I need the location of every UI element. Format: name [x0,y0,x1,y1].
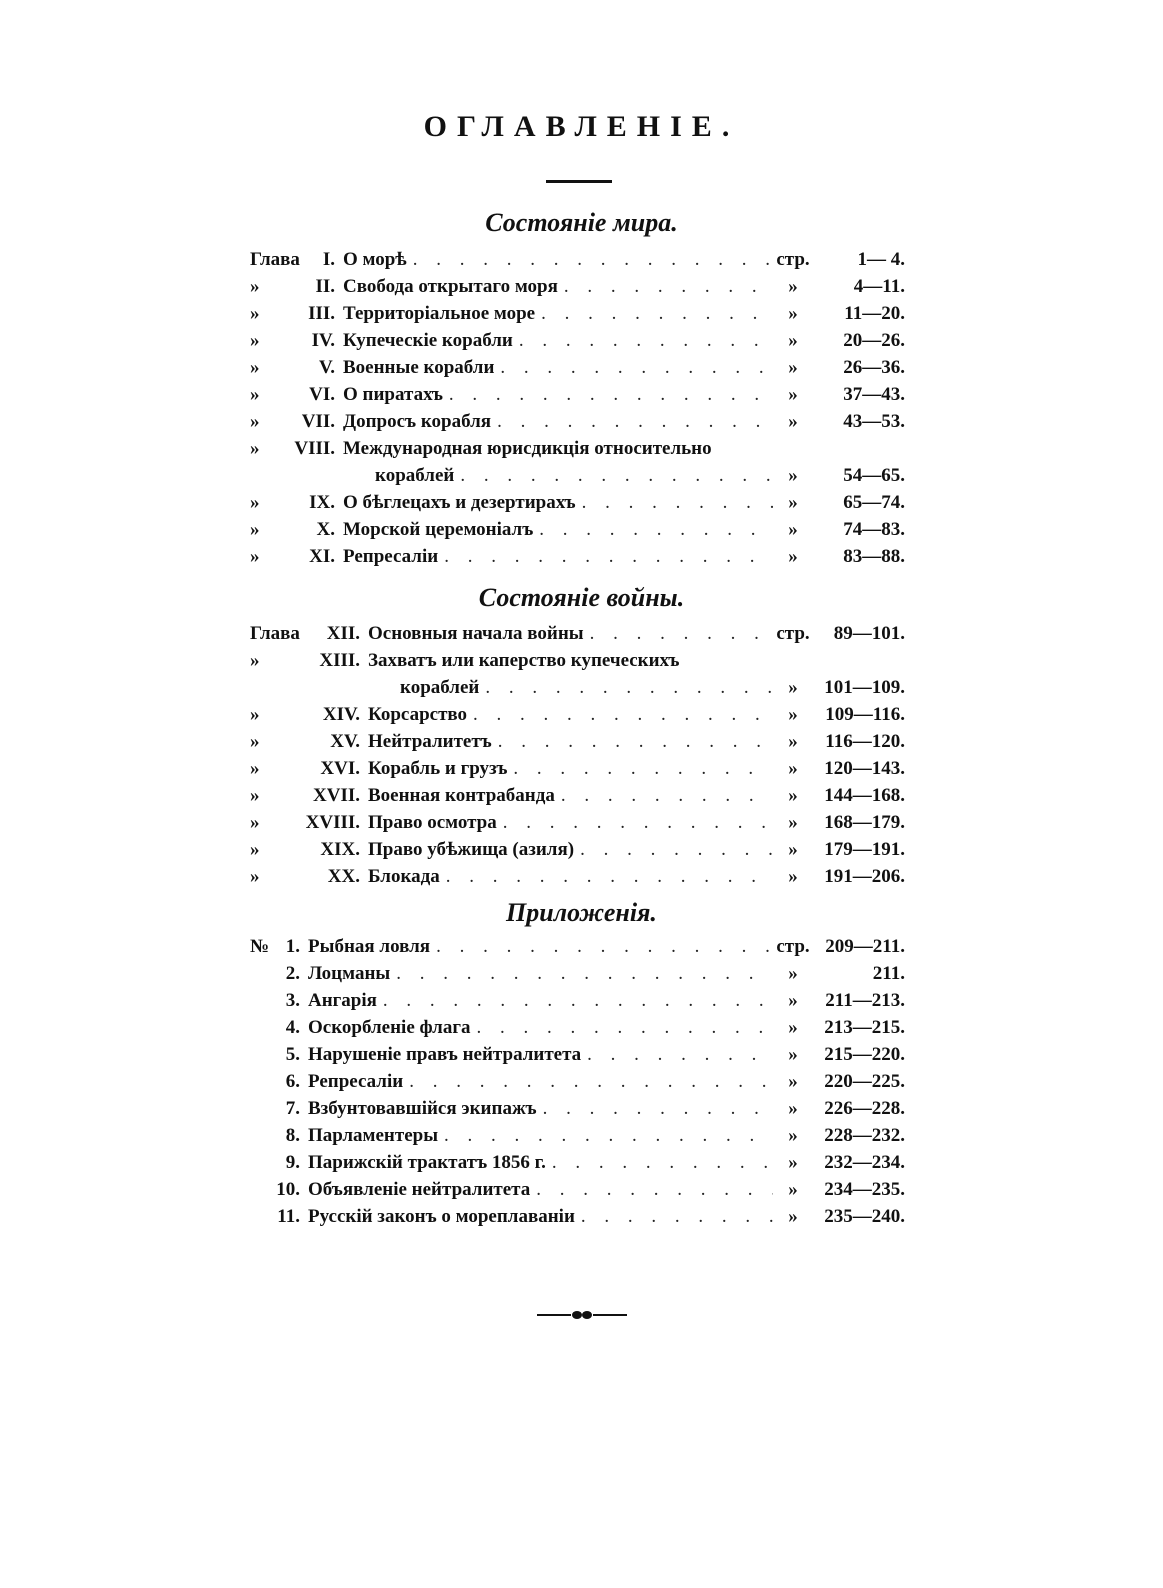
dot-leader [491,408,773,435]
entry-number [250,1095,300,1122]
indent [250,674,400,701]
page-abbrev: » [788,704,798,725]
entry-numeral: VII. [301,411,335,432]
entry-number [250,273,335,300]
entry-number [250,246,335,273]
entry-number [250,782,360,809]
page-range: 4—11. [853,276,905,297]
page-range: 116—120. [825,731,905,752]
entry-prefix: » [250,704,260,725]
entry-prefix: » [250,731,260,752]
page-abbrev: » [788,963,798,984]
page-abbrev: » [788,330,798,351]
page-range: 74—83. [843,519,905,540]
toc-entry [250,1014,905,1041]
dot-leader [507,755,773,782]
toc-entry [250,1122,905,1149]
entry-numeral: 9. [285,1152,300,1173]
entry-numeral: 5. [285,1044,300,1065]
page-abbrev: » [788,812,798,833]
toc-entry [250,647,905,674]
entry-number [250,327,335,354]
toc-entry-continuation [250,462,905,489]
indent [250,462,375,489]
entry-number [250,1068,300,1095]
entry-number [250,300,335,327]
page-abbrev: » [788,1098,798,1119]
entry-numeral: XII. [326,623,360,644]
entry-numeral: II. [315,276,335,297]
page-abbrev: » [788,866,798,887]
entry-number [250,1203,300,1230]
entry-title: Блокада [368,866,440,887]
entry-prefix: » [250,492,260,513]
page-range: 83—88. [843,546,905,567]
entry-title: Территоріальное море [343,303,536,324]
toc-entry [250,755,905,782]
entry-prefix: Глава [250,249,300,270]
page-abbrev: » [788,411,798,432]
page-range: 234—235. [824,1179,905,1200]
entry-number [250,701,360,728]
page-abbrev: » [788,465,798,486]
page-range: 120—143. [824,758,905,779]
entry-numeral: XX. [327,866,360,887]
entry-title: Парламентеры [308,1125,439,1146]
entry-numeral: XI. [309,546,335,567]
entry-title: Ангарія [308,990,377,1011]
toc-entry [250,728,905,755]
page-range: 213—215. [824,1017,905,1038]
entry-title: Купеческіе корабли [343,330,513,351]
page-abbrev: » [788,990,798,1011]
dot-leader [407,246,773,273]
toc-entry [250,435,905,462]
entry-title: О бѣглецахъ и дезертирахъ [343,492,576,513]
dot-leader [440,863,773,890]
toc-entry [250,960,905,987]
page-range: 211. [872,963,905,984]
entry-number [250,728,360,755]
entry-prefix: » [250,303,260,324]
toc-entry [250,987,905,1014]
entry-numeral: IX. [309,492,335,513]
entry-number [250,516,335,543]
page-range: 179—191. [824,839,905,860]
dot-leader [574,836,773,863]
toc-entry [250,489,905,516]
entry-numeral: 10. [276,1179,300,1200]
dot-leader [575,1203,773,1230]
entry-prefix: » [250,650,260,671]
dot-leader [546,1149,773,1176]
dot-leader [584,620,773,647]
toc-entry [250,516,905,543]
page-abbrev: » [788,303,798,324]
toc-entry [250,543,905,570]
toc-section-peace [250,246,905,570]
entry-number [250,647,360,674]
page-abbrev: стр. [776,249,810,270]
entry-title: Допросъ корабля [343,411,492,432]
dot-leader [537,1095,773,1122]
dot-leader [513,327,773,354]
page-range: 215—220. [824,1044,905,1065]
entry-number [250,408,335,435]
entry-numeral: V. [318,357,335,378]
entry-title: О морѣ [343,249,407,270]
dot-leader [533,516,773,543]
page-range: 11—20. [844,303,905,324]
page-abbrev: » [788,785,798,806]
entry-prefix: » [250,276,260,297]
entry-prefix: » [250,330,260,351]
entry-number [250,381,335,408]
entry-title: Основныя начала войны [368,623,584,644]
dot-leader [403,1068,773,1095]
entry-numeral: XVIII. [305,812,360,833]
entry-title: Корсарство [368,704,468,725]
title-rule [546,180,612,183]
ornament-icon [0,1302,1163,1328]
page-abbrev: » [788,1044,798,1065]
entry-numeral: 1. [285,936,300,957]
toc-entry [250,701,905,728]
dot-leader [535,300,773,327]
page-abbrev: » [788,758,798,779]
page-range: 20—26. [843,330,905,351]
dot-leader [467,701,773,728]
page-abbrev: » [788,384,798,405]
toc-entry [250,782,905,809]
dot-leader [497,809,773,836]
entry-title: Право убѣжища (азиля) [368,839,575,860]
entry-prefix: № [250,936,270,957]
toc-entry [250,836,905,863]
dot-leader [443,381,773,408]
page-abbrev: » [788,677,798,698]
page-range: 65—74. [843,492,905,513]
dot-leader [390,960,773,987]
toc-section-war [250,620,905,890]
entry-numeral: X. [316,519,335,540]
entry-numeral: VIII. [294,438,335,459]
dot-leader [438,543,773,570]
page-range: 228—232. [824,1125,905,1146]
entry-numeral: XV. [330,731,360,752]
entry-numeral: XIV. [322,704,360,725]
page-range: 43—53. [843,411,905,432]
page-abbrev: » [788,839,798,860]
page-abbrev: » [788,276,798,297]
page-range: 232—234. [824,1152,905,1173]
toc-entry [250,1068,905,1095]
page-abbrev: » [788,1206,798,1227]
entry-title: Репресаліи [308,1071,404,1092]
entry-title: Свобода открытаго моря [343,276,558,297]
page-title: ОГЛАВЛЕНІЕ. [423,110,740,143]
entry-prefix: » [250,438,260,459]
entry-number [250,435,335,462]
page-abbrev: » [788,546,798,567]
entry-prefix: » [250,384,260,405]
entry-numeral: VI. [309,384,335,405]
entry-prefix: » [250,866,260,887]
toc-entry [250,300,905,327]
entry-number [250,863,360,890]
page-abbrev: » [788,1152,798,1173]
entry-title: Репресаліи [343,546,439,567]
entry-prefix: » [250,546,260,567]
page-range: 109—116. [825,704,905,725]
entry-number [250,1122,300,1149]
section-title-war: Состояніе войны. [478,583,685,612]
entry-title: Нарушеніе правъ нейтралитета [308,1044,582,1065]
entry-number [250,933,300,960]
page-range: 220—225. [824,1071,905,1092]
dot-leader [479,674,773,701]
entry-numeral: 6. [285,1071,300,1092]
entry-title: О пиратахъ [343,384,443,405]
entry-title-continuation: кораблей [400,677,480,698]
page-abbrev: » [788,1179,798,1200]
entry-title: Нейтралитетъ [368,731,492,752]
entry-prefix: Глава [250,623,300,644]
dot-leader [377,987,773,1014]
page-range: 191—206. [824,866,905,887]
toc-entry [250,863,905,890]
page-abbrev: » [788,1071,798,1092]
entry-number [250,354,335,381]
toc-entry-continuation [250,674,905,701]
entry-number [250,489,335,516]
entry-title: Захватъ или каперство купеческихъ [368,650,680,671]
page-range: 26—36. [843,357,905,378]
entry-numeral: 8. [285,1125,300,1146]
toc-entry [250,1176,905,1203]
page-abbrev: » [788,731,798,752]
toc-entry [250,933,905,960]
toc-entry [250,381,905,408]
page-abbrev: » [788,1017,798,1038]
page-range: 168—179. [824,812,905,833]
entry-title-continuation: кораблей [375,465,455,486]
page-range: 235—240. [824,1206,905,1227]
toc-entry [250,1149,905,1176]
dot-leader [530,1176,773,1203]
entry-prefix: » [250,411,260,432]
toc-entry [250,620,905,647]
entry-title: Право осмотра [368,812,497,833]
page-abbrev: » [788,357,798,378]
entry-prefix: » [250,758,260,779]
entry-number [250,809,360,836]
dot-leader [581,1041,773,1068]
entry-title: Взбунтовавшійся экипажъ [308,1098,537,1119]
entry-number [250,1014,300,1041]
entry-number [250,1149,300,1176]
toc-entry [250,273,905,300]
entry-numeral: XIX. [320,839,360,860]
entry-title: Корабль и грузъ [368,758,508,779]
entry-title: Морской церемоніалъ [343,519,534,540]
toc-entry [250,1203,905,1230]
toc-entry [250,1041,905,1068]
dot-leader [438,1122,773,1149]
page-range: 1— 4. [857,249,905,270]
entry-title: Оскорбленіе флага [308,1017,471,1038]
entry-numeral: XIII. [319,650,360,671]
page-abbrev: » [788,1125,798,1146]
entry-numeral: IV. [311,330,335,351]
page-range: 101—109. [824,677,905,698]
page-abbrev: стр. [776,936,810,957]
entry-numeral: XVII. [313,785,360,806]
entry-prefix: » [250,839,260,860]
dot-leader [454,462,773,489]
entry-number [250,755,360,782]
entry-numeral: XVI. [320,758,360,779]
toc-entry [250,408,905,435]
entry-number [250,960,300,987]
entry-prefix: » [250,519,260,540]
page-range: 54—65. [843,465,905,486]
entry-number [250,620,360,647]
page-range: 209—211. [825,936,905,957]
entry-numeral: 3. [285,990,300,1011]
dot-leader [494,354,773,381]
entry-prefix: » [250,357,260,378]
page-range: 89—101. [833,623,905,644]
toc-entry [250,809,905,836]
dot-leader [492,728,773,755]
entry-title: Объявленіе нейтралитета [308,1179,531,1200]
entry-title: Парижскій трактатъ 1856 г. [308,1152,546,1173]
entry-numeral: 4. [285,1017,300,1038]
entry-title: Русскій законъ о мореплаваніи [308,1206,575,1227]
page-abbrev: стр. [776,623,810,644]
entry-prefix: » [250,812,260,833]
entry-numeral: 7. [285,1098,300,1119]
entry-title: Военная контрабанда [368,785,555,806]
dot-leader [558,273,773,300]
entry-number [250,1041,300,1068]
page-abbrev: » [788,519,798,540]
page-range: 144—168. [824,785,905,806]
dot-leader [576,489,773,516]
entry-number [250,987,300,1014]
entry-numeral: 2. [285,963,300,984]
page-range: 226—228. [824,1098,905,1119]
section-title-appendices: Приложенія. [506,898,657,927]
entry-numeral: I. [322,249,335,270]
dot-leader [430,933,773,960]
dot-leader [470,1014,773,1041]
entry-numeral: III. [308,303,335,324]
toc-entry [250,354,905,381]
entry-prefix: » [250,785,260,806]
section-title-peace: Состояніе мира. [485,208,678,237]
toc-section-appendices [250,933,905,1230]
page-range: 211—213. [825,990,905,1011]
entry-title: Лоцманы [308,963,391,984]
toc-entry [250,1095,905,1122]
page-abbrev: » [788,492,798,513]
page-range: 37—43. [843,384,905,405]
toc-entry [250,327,905,354]
entry-number [250,543,335,570]
entry-title: Военные корабли [343,357,495,378]
entry-title: Рыбная ловля [308,936,431,957]
entry-title: Международная юрисдикція относительно [343,438,712,459]
entry-numeral: 11. [277,1206,300,1227]
entry-number [250,1176,300,1203]
entry-number [250,836,360,863]
dot-leader [555,782,773,809]
toc-entry [250,246,905,273]
